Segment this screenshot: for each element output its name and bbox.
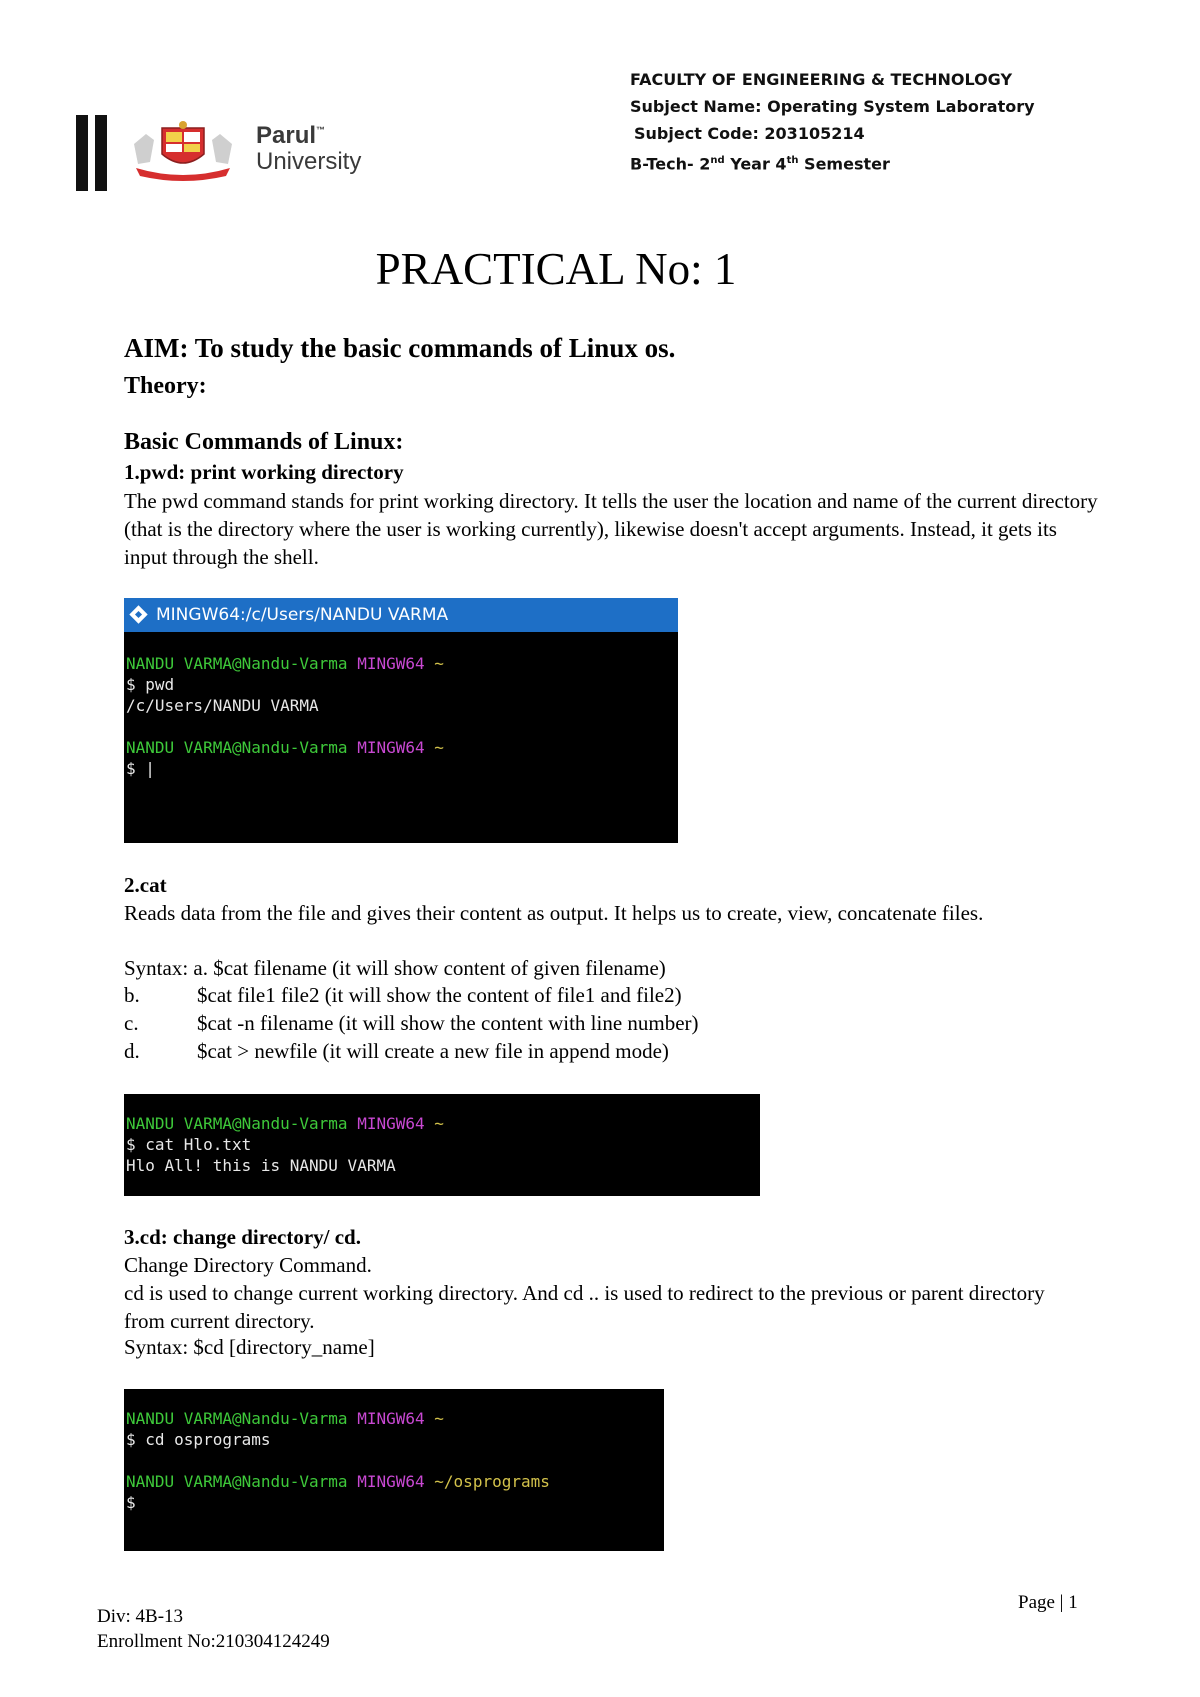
pwd-description: The pwd command stands for print working directory. It tells the user the location and name of the current directory (that is the directory where the user is working currently), likewise doesn't accept arguments. Instead, it gets its input through the shell. [124,489,1098,569]
terminal-prompt: $ | [126,759,155,778]
brand-bottom: University [256,148,362,175]
brand-wordmark [256,124,361,174]
footer-enrollment: Enrollment No:210304124249 [97,1631,330,1652]
cat-heading: 2.cat [124,873,167,897]
terminal-command: $ pwd [126,675,175,694]
terminal-output: Hlo All! this is NANDU VARMA [126,1156,396,1175]
theory-heading: Theory: [124,373,207,399]
cd-line1: Change Directory Command. [124,1253,372,1277]
terminal-window-title: MINGW64:/c/Users/NANDU VARMA [156,605,449,625]
course-header [630,66,1035,177]
terminal-cd-screenshot: NANDU VARMA@Nandu-Varma MINGW64 ~ $ cd osprograms NANDU VARMA@Nandu-Varma MINGW64 ~/osprograms $ [124,1389,664,1551]
terminal-command: $ cat Hlo.txt [126,1135,252,1154]
university-crest-logo [128,120,238,182]
faculty-line: FACULTY OF ENGINEERING & TECHNOLOGY [630,70,1013,89]
terminal-prompt: $ [126,1493,136,1512]
cd-heading: 3.cd: change directory/ cd. [124,1225,361,1249]
cat-syntax-c: c. $cat -n filename (it will show the content with line number) [124,1011,699,1035]
terminal-cat-screenshot: NANDU VARMA@Nandu-Varma MINGW64 ~ $ cat Hlo.txt Hlo All! this is NANDU VARMA [124,1094,760,1196]
brand-top: Parul [256,122,317,149]
page-title: PRACTICAL No: 1 [375,244,737,294]
cat-syntax-a: Syntax: a. $cat filename (it will show content of given filename) [124,956,666,980]
cat-syntax-d: d. $cat > newfile (it will create a new file in append mode) [124,1039,669,1063]
basic-commands-heading: Basic Commands of Linux: [124,429,404,455]
brand-tm: ™ [316,125,326,135]
git-bash-icon [129,605,147,623]
footer-div: Div: 4B-13 [97,1606,184,1627]
aim-heading: AIM: To study the basic commands of Linux os. [124,333,676,363]
page-number: Page | 1 [1018,1592,1078,1613]
cat-description: Reads data from the file and gives their content as output. It helps us to create, view, concatenate files. [124,901,984,925]
semester-line: B-Tech- 2nd Year 4th Semester [630,154,890,174]
cat-syntax-b: b. $cat file1 file2 (it will show the content of file1 and file2) [124,983,682,1007]
cd-syntax: Syntax: $cd [directory_name] [124,1335,375,1359]
pwd-heading: 1.pwd: print working directory [124,460,404,484]
cd-description: cd is used to change current working directory. And cd .. is used to redirect to the previous or parent directory from current directory. [124,1281,1045,1333]
terminal-pwd-screenshot: MINGW64:/c/Users/NANDU VARMA NANDU VARMA@Nandu-Varma MINGW64 ~ $ pwd /c/Users/NANDU VARMA NANDU VARMA@Nandu-Varma MINGW64 ~ $ | [124,598,678,843]
subject-code: Subject Code: 203105214 [634,124,865,143]
terminal-titlebar [124,598,678,632]
terminal-command: $ cd osprograms [126,1430,271,1449]
subject-name: Subject Name: Operating System Laboratory [630,97,1035,116]
terminal-output: /c/Users/NANDU VARMA [126,696,319,715]
logo-bars [76,115,110,191]
